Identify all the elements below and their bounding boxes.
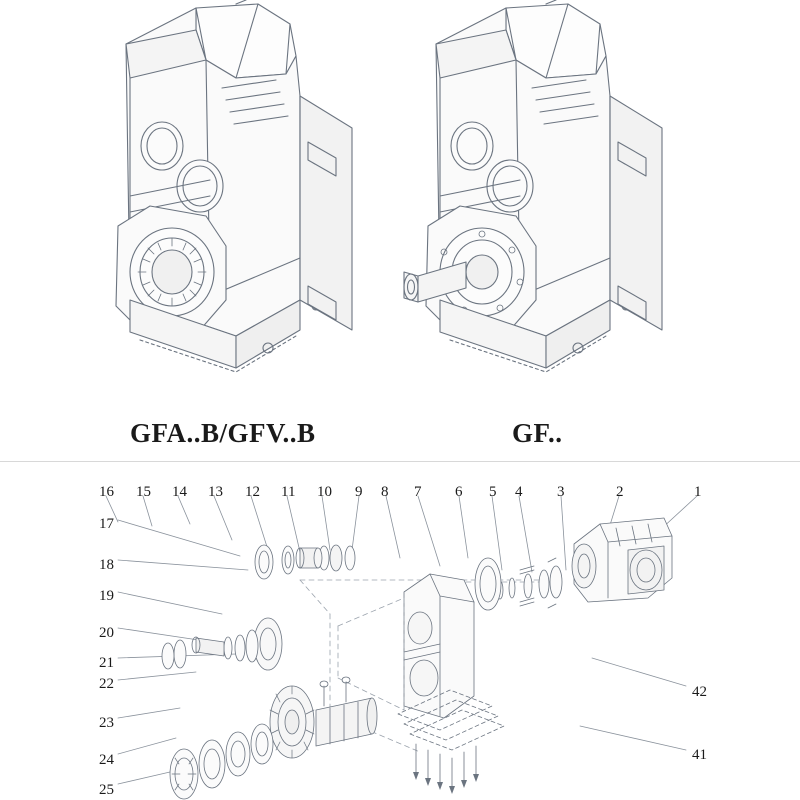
callout-6: 6 [455,484,463,500]
callout-42: 42 [692,684,707,700]
callout-41: 41 [692,747,707,763]
caption-gfa-b-gfv-b: GFA..B/GFV..B [130,418,316,448]
callout-5: 5 [489,484,497,500]
callout-10: 10 [317,484,332,500]
exploded-parts-diagram [0,462,800,800]
callout-3: 3 [557,484,565,500]
gf-gearbox-drawing [400,0,800,410]
callout-20: 20 [99,625,114,641]
callout-22: 22 [99,676,114,692]
callout-9: 9 [355,484,363,500]
exploded-parts-drawing [0,462,800,800]
caption-gf: GF.. [512,418,563,448]
callout-21: 21 [99,655,114,671]
callout-16: 16 [99,484,114,500]
callout-25: 25 [99,782,114,798]
callout-7: 7 [414,484,422,500]
callout-13: 13 [208,484,223,500]
callout-1: 1 [694,484,702,500]
callout-14: 14 [172,484,187,500]
callout-8: 8 [381,484,389,500]
callout-11: 11 [281,484,296,500]
callout-4: 4 [515,484,523,500]
callout-17: 17 [99,516,114,532]
callout-12: 12 [245,484,260,500]
callout-18: 18 [99,557,114,573]
callout-2: 2 [616,484,624,500]
callout-19: 19 [99,588,114,604]
callout-24: 24 [99,752,114,768]
callout-15: 15 [136,484,151,500]
callout-23: 23 [99,715,114,731]
gfa-b-gfv-b-gearbox-drawing [0,0,400,410]
